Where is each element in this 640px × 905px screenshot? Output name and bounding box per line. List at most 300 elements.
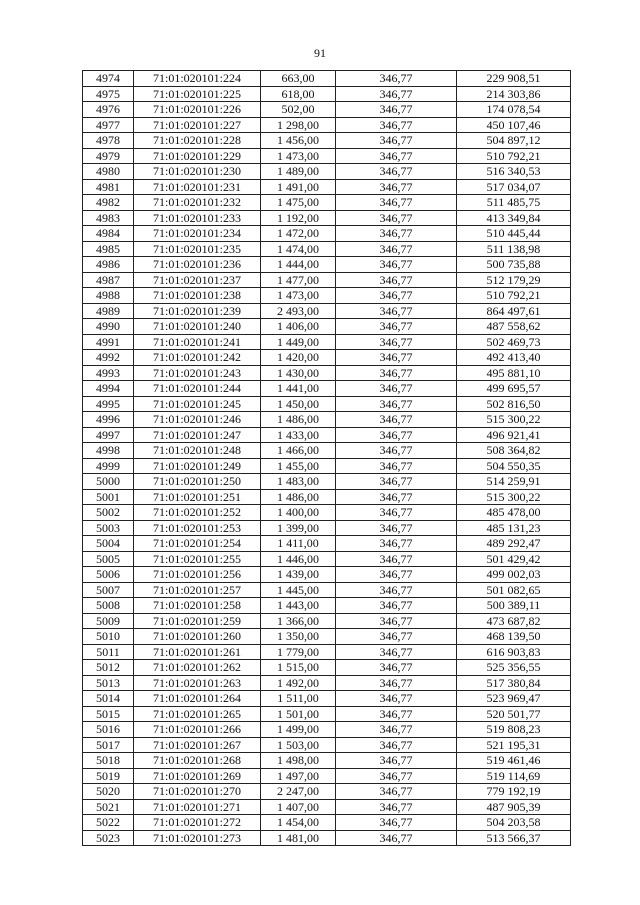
- rate-cell: 346,77: [336, 799, 457, 815]
- table-row: [83, 350, 571, 366]
- row-number-cell: 4980: [83, 164, 134, 180]
- table-row: [83, 257, 571, 273]
- rate-cell: 346,77: [336, 536, 457, 552]
- table-row: [83, 164, 571, 180]
- value-cell: 214 303,86: [457, 86, 571, 102]
- row-number-cell: 4978: [83, 133, 134, 149]
- value-cell: 512 179,29: [457, 272, 571, 288]
- rate-cell: 346,77: [336, 784, 457, 800]
- value-cell: 515 300,22: [457, 489, 571, 505]
- area-cell: 1 499,00: [261, 722, 336, 738]
- row-number-cell: 4996: [83, 412, 134, 428]
- table-row: [83, 520, 571, 536]
- rate-cell: 346,77: [336, 582, 457, 598]
- value-cell: 521 195,31: [457, 737, 571, 753]
- value-cell: 499 002,03: [457, 567, 571, 583]
- table-row: [83, 784, 571, 800]
- table-row: [83, 117, 571, 133]
- area-cell: 1 446,00: [261, 551, 336, 567]
- rate-cell: 346,77: [336, 148, 457, 164]
- rate-cell: 346,77: [336, 133, 457, 149]
- table-row: [83, 675, 571, 691]
- area-cell: 1 491,00: [261, 179, 336, 195]
- cadastral-number-cell: 71:01:020101:233: [134, 210, 261, 226]
- rate-cell: 346,77: [336, 241, 457, 257]
- table-row: [83, 737, 571, 753]
- cadastral-number-cell: 71:01:020101:235: [134, 241, 261, 257]
- rate-cell: 346,77: [336, 706, 457, 722]
- value-cell: 508 364,82: [457, 443, 571, 459]
- area-cell: 1 430,00: [261, 365, 336, 381]
- value-cell: 515 300,22: [457, 412, 571, 428]
- cadastral-number-cell: 71:01:020101:250: [134, 474, 261, 490]
- row-number-cell: 4987: [83, 272, 134, 288]
- row-number-cell: 4982: [83, 195, 134, 211]
- table-row: [83, 319, 571, 335]
- value-cell: 500 389,11: [457, 598, 571, 614]
- area-cell: 1 474,00: [261, 241, 336, 257]
- value-cell: 485 131,23: [457, 520, 571, 536]
- area-cell: 1 455,00: [261, 458, 336, 474]
- rate-cell: 346,77: [336, 303, 457, 319]
- row-number-cell: 4986: [83, 257, 134, 273]
- cadastral-number-cell: 71:01:020101:273: [134, 830, 261, 846]
- cadastral-number-cell: 71:01:020101:242: [134, 350, 261, 366]
- value-cell: 496 921,41: [457, 427, 571, 443]
- value-cell: 511 485,75: [457, 195, 571, 211]
- row-number-cell: 4985: [83, 241, 134, 257]
- row-number-cell: 5023: [83, 830, 134, 846]
- area-cell: 1 489,00: [261, 164, 336, 180]
- area-cell: 1 443,00: [261, 598, 336, 614]
- row-number-cell: 4981: [83, 179, 134, 195]
- rate-cell: 346,77: [336, 567, 457, 583]
- cadastral-number-cell: 71:01:020101:231: [134, 179, 261, 195]
- cadastral-number-cell: 71:01:020101:263: [134, 675, 261, 691]
- rate-cell: 346,77: [336, 226, 457, 242]
- rate-cell: 346,77: [336, 768, 457, 784]
- area-cell: 1 433,00: [261, 427, 336, 443]
- row-number-cell: 4977: [83, 117, 134, 133]
- area-cell: 1 406,00: [261, 319, 336, 335]
- table-row: [83, 768, 571, 784]
- rate-cell: 346,77: [336, 164, 457, 180]
- value-cell: 468 139,50: [457, 629, 571, 645]
- rate-cell: 346,77: [336, 365, 457, 381]
- value-cell: 487 905,39: [457, 799, 571, 815]
- cadastral-number-cell: 71:01:020101:246: [134, 412, 261, 428]
- area-cell: 1 486,00: [261, 489, 336, 505]
- value-cell: 489 292,47: [457, 536, 571, 552]
- rate-cell: 346,77: [336, 505, 457, 521]
- cadastral-number-cell: 71:01:020101:247: [134, 427, 261, 443]
- cadastral-number-cell: 71:01:020101:248: [134, 443, 261, 459]
- cadastral-number-cell: 71:01:020101:230: [134, 164, 261, 180]
- row-number-cell: 5019: [83, 768, 134, 784]
- cadastral-number-cell: 71:01:020101:251: [134, 489, 261, 505]
- table-row: [83, 536, 571, 552]
- value-cell: 520 501,77: [457, 706, 571, 722]
- area-cell: 1 492,00: [261, 675, 336, 691]
- cadastral-number-cell: 71:01:020101:225: [134, 86, 261, 102]
- area-cell: 1 441,00: [261, 381, 336, 397]
- area-cell: 1 486,00: [261, 412, 336, 428]
- table-row: [83, 598, 571, 614]
- value-cell: 501 429,42: [457, 551, 571, 567]
- cadastral-number-cell: 71:01:020101:234: [134, 226, 261, 242]
- cadastral-number-cell: 71:01:020101:239: [134, 303, 261, 319]
- rate-cell: 346,77: [336, 210, 457, 226]
- row-number-cell: 5010: [83, 629, 134, 645]
- value-cell: 495 881,10: [457, 365, 571, 381]
- value-cell: 779 192,19: [457, 784, 571, 800]
- row-number-cell: 4998: [83, 443, 134, 459]
- value-cell: 519 808,23: [457, 722, 571, 738]
- cadastral-number-cell: 71:01:020101:268: [134, 753, 261, 769]
- cadastral-number-cell: 71:01:020101:237: [134, 272, 261, 288]
- area-cell: 1 515,00: [261, 660, 336, 676]
- area-cell: 2 493,00: [261, 303, 336, 319]
- rate-cell: 346,77: [336, 427, 457, 443]
- row-number-cell: 5015: [83, 706, 134, 722]
- area-cell: 1 439,00: [261, 567, 336, 583]
- cadastral-number-cell: 71:01:020101:232: [134, 195, 261, 211]
- table-row: [83, 303, 571, 319]
- table-row: [83, 567, 571, 583]
- row-number-cell: 5000: [83, 474, 134, 490]
- value-cell: 510 445,44: [457, 226, 571, 242]
- rate-cell: 346,77: [336, 815, 457, 831]
- table-row: [83, 241, 571, 257]
- cadastral-number-cell: 71:01:020101:258: [134, 598, 261, 614]
- rate-cell: 346,77: [336, 381, 457, 397]
- table-row: [83, 706, 571, 722]
- area-cell: 1 400,00: [261, 505, 336, 521]
- rate-cell: 346,77: [336, 613, 457, 629]
- rate-cell: 346,77: [336, 722, 457, 738]
- rate-cell: 346,77: [336, 598, 457, 614]
- area-cell: 1 477,00: [261, 272, 336, 288]
- parcel-table: [82, 70, 571, 846]
- row-number-cell: 4999: [83, 458, 134, 474]
- rate-cell: 346,77: [336, 520, 457, 536]
- value-cell: 510 792,21: [457, 288, 571, 304]
- area-cell: 1 473,00: [261, 288, 336, 304]
- rate-cell: 346,77: [336, 489, 457, 505]
- table-row: [83, 195, 571, 211]
- rate-cell: 346,77: [336, 272, 457, 288]
- value-cell: 516 340,53: [457, 164, 571, 180]
- value-cell: 504 203,58: [457, 815, 571, 831]
- table-row: [83, 722, 571, 738]
- value-cell: 519 461,46: [457, 753, 571, 769]
- area-cell: 1 411,00: [261, 536, 336, 552]
- rate-cell: 346,77: [336, 179, 457, 195]
- value-cell: 523 969,47: [457, 691, 571, 707]
- row-number-cell: 4974: [83, 71, 134, 87]
- row-number-cell: 4997: [83, 427, 134, 443]
- cadastral-number-cell: 71:01:020101:272: [134, 815, 261, 831]
- row-number-cell: 4979: [83, 148, 134, 164]
- table-row: [83, 458, 571, 474]
- table-row: [83, 133, 571, 149]
- cadastral-number-cell: 71:01:020101:253: [134, 520, 261, 536]
- value-cell: 450 107,46: [457, 117, 571, 133]
- table-row: [83, 396, 571, 412]
- row-number-cell: 5022: [83, 815, 134, 831]
- rate-cell: 346,77: [336, 691, 457, 707]
- row-number-cell: 4990: [83, 319, 134, 335]
- row-number-cell: 4991: [83, 334, 134, 350]
- row-number-cell: 4988: [83, 288, 134, 304]
- row-number-cell: 4989: [83, 303, 134, 319]
- rate-cell: 346,77: [336, 117, 457, 133]
- cadastral-number-cell: 71:01:020101:255: [134, 551, 261, 567]
- table-row: [83, 799, 571, 815]
- row-number-cell: 4993: [83, 365, 134, 381]
- table-row: [83, 102, 571, 118]
- area-cell: 1 449,00: [261, 334, 336, 350]
- row-number-cell: 4975: [83, 86, 134, 102]
- rate-cell: 346,77: [336, 319, 457, 335]
- rate-cell: 346,77: [336, 660, 457, 676]
- value-cell: 864 497,61: [457, 303, 571, 319]
- row-number-cell: 4994: [83, 381, 134, 397]
- value-cell: 511 138,98: [457, 241, 571, 257]
- rate-cell: 346,77: [336, 737, 457, 753]
- table-row: [83, 179, 571, 195]
- area-cell: 1 192,00: [261, 210, 336, 226]
- area-cell: 618,00: [261, 86, 336, 102]
- rate-cell: 346,77: [336, 396, 457, 412]
- area-cell: 1 399,00: [261, 520, 336, 536]
- row-number-cell: 5018: [83, 753, 134, 769]
- area-cell: 1 466,00: [261, 443, 336, 459]
- value-cell: 525 356,55: [457, 660, 571, 676]
- cadastral-number-cell: 71:01:020101:254: [134, 536, 261, 552]
- cadastral-number-cell: 71:01:020101:271: [134, 799, 261, 815]
- row-number-cell: 5002: [83, 505, 134, 521]
- area-cell: 1 420,00: [261, 350, 336, 366]
- area-cell: 1 350,00: [261, 629, 336, 645]
- rate-cell: 346,77: [336, 830, 457, 846]
- area-cell: 502,00: [261, 102, 336, 118]
- value-cell: 487 558,62: [457, 319, 571, 335]
- area-cell: 1 454,00: [261, 815, 336, 831]
- row-number-cell: 5009: [83, 613, 134, 629]
- value-cell: 473 687,82: [457, 613, 571, 629]
- area-cell: 1 450,00: [261, 396, 336, 412]
- cadastral-number-cell: 71:01:020101:226: [134, 102, 261, 118]
- cadastral-number-cell: 71:01:020101:265: [134, 706, 261, 722]
- area-cell: 1 407,00: [261, 799, 336, 815]
- row-number-cell: 5008: [83, 598, 134, 614]
- rate-cell: 346,77: [336, 753, 457, 769]
- value-cell: 514 259,91: [457, 474, 571, 490]
- row-number-cell: 5020: [83, 784, 134, 800]
- area-cell: 1 475,00: [261, 195, 336, 211]
- rate-cell: 346,77: [336, 458, 457, 474]
- table-row: [83, 489, 571, 505]
- table-row: [83, 582, 571, 598]
- cadastral-number-cell: 71:01:020101:227: [134, 117, 261, 133]
- area-cell: 1 445,00: [261, 582, 336, 598]
- row-number-cell: 5004: [83, 536, 134, 552]
- table-row: [83, 505, 571, 521]
- rate-cell: 346,77: [336, 350, 457, 366]
- area-cell: 663,00: [261, 71, 336, 87]
- rate-cell: 346,77: [336, 629, 457, 645]
- table-row: [83, 474, 571, 490]
- row-number-cell: 5016: [83, 722, 134, 738]
- area-cell: 1 366,00: [261, 613, 336, 629]
- table-row: [83, 815, 571, 831]
- table-row: [83, 427, 571, 443]
- area-cell: 1 298,00: [261, 117, 336, 133]
- value-cell: 499 695,57: [457, 381, 571, 397]
- value-cell: 485 478,00: [457, 505, 571, 521]
- row-number-cell: 5006: [83, 567, 134, 583]
- cadastral-number-cell: 71:01:020101:266: [134, 722, 261, 738]
- row-number-cell: 5003: [83, 520, 134, 536]
- area-cell: 1 481,00: [261, 830, 336, 846]
- cadastral-number-cell: 71:01:020101:243: [134, 365, 261, 381]
- table-row: [83, 210, 571, 226]
- cadastral-number-cell: 71:01:020101:249: [134, 458, 261, 474]
- area-cell: 1 779,00: [261, 644, 336, 660]
- cadastral-number-cell: 71:01:020101:259: [134, 613, 261, 629]
- row-number-cell: 5011: [83, 644, 134, 660]
- value-cell: 517 034,07: [457, 179, 571, 195]
- cadastral-number-cell: 71:01:020101:229: [134, 148, 261, 164]
- area-cell: 1 498,00: [261, 753, 336, 769]
- cadastral-number-cell: 71:01:020101:261: [134, 644, 261, 660]
- row-number-cell: 5001: [83, 489, 134, 505]
- cadastral-number-cell: 71:01:020101:245: [134, 396, 261, 412]
- cadastral-number-cell: 71:01:020101:228: [134, 133, 261, 149]
- table-row: [83, 613, 571, 629]
- value-cell: 513 566,37: [457, 830, 571, 846]
- table-row: [83, 644, 571, 660]
- value-cell: 616 903,83: [457, 644, 571, 660]
- table-row: [83, 753, 571, 769]
- cadastral-number-cell: 71:01:020101:240: [134, 319, 261, 335]
- rate-cell: 346,77: [336, 443, 457, 459]
- value-cell: 229 908,51: [457, 71, 571, 87]
- cadastral-number-cell: 71:01:020101:260: [134, 629, 261, 645]
- rate-cell: 346,77: [336, 102, 457, 118]
- row-number-cell: 5013: [83, 675, 134, 691]
- area-cell: 1 473,00: [261, 148, 336, 164]
- cadastral-number-cell: 71:01:020101:252: [134, 505, 261, 521]
- table-row: [83, 86, 571, 102]
- value-cell: 501 082,65: [457, 582, 571, 598]
- cadastral-number-cell: 71:01:020101:267: [134, 737, 261, 753]
- rate-cell: 346,77: [336, 675, 457, 691]
- area-cell: 1 456,00: [261, 133, 336, 149]
- value-cell: 502 816,50: [457, 396, 571, 412]
- row-number-cell: 4984: [83, 226, 134, 242]
- value-cell: 500 735,88: [457, 257, 571, 273]
- area-cell: 1 497,00: [261, 768, 336, 784]
- rate-cell: 346,77: [336, 474, 457, 490]
- cadastral-number-cell: 71:01:020101:238: [134, 288, 261, 304]
- row-number-cell: 4995: [83, 396, 134, 412]
- rate-cell: 346,77: [336, 334, 457, 350]
- table-body: [83, 71, 571, 846]
- value-cell: 504 897,12: [457, 133, 571, 149]
- table-row: [83, 334, 571, 350]
- row-number-cell: 5014: [83, 691, 134, 707]
- area-cell: 2 247,00: [261, 784, 336, 800]
- cadastral-number-cell: 71:01:020101:270: [134, 784, 261, 800]
- cadastral-number-cell: 71:01:020101:244: [134, 381, 261, 397]
- value-cell: 502 469,73: [457, 334, 571, 350]
- rate-cell: 346,77: [336, 644, 457, 660]
- value-cell: 504 550,35: [457, 458, 571, 474]
- area-cell: 1 472,00: [261, 226, 336, 242]
- table-row: [83, 288, 571, 304]
- area-cell: 1 501,00: [261, 706, 336, 722]
- table-row: [83, 71, 571, 87]
- value-cell: 517 380,84: [457, 675, 571, 691]
- row-number-cell: 4976: [83, 102, 134, 118]
- table-row: [83, 412, 571, 428]
- row-number-cell: 4983: [83, 210, 134, 226]
- row-number-cell: 5005: [83, 551, 134, 567]
- table-row: [83, 629, 571, 645]
- cadastral-number-cell: 71:01:020101:236: [134, 257, 261, 273]
- row-number-cell: 5007: [83, 582, 134, 598]
- page-number: 91: [314, 46, 326, 60]
- table-row: [83, 365, 571, 381]
- row-number-cell: 4992: [83, 350, 134, 366]
- cadastral-number-cell: 71:01:020101:241: [134, 334, 261, 350]
- rate-cell: 346,77: [336, 257, 457, 273]
- table-row: [83, 272, 571, 288]
- table-row: [83, 551, 571, 567]
- cadastral-number-cell: 71:01:020101:224: [134, 71, 261, 87]
- cadastral-number-cell: 71:01:020101:262: [134, 660, 261, 676]
- row-number-cell: 5017: [83, 737, 134, 753]
- row-number-cell: 5021: [83, 799, 134, 815]
- table-row: [83, 381, 571, 397]
- value-cell: 413 349,84: [457, 210, 571, 226]
- table-row: [83, 691, 571, 707]
- area-cell: 1 444,00: [261, 257, 336, 273]
- table-row: [83, 660, 571, 676]
- table-row: [83, 830, 571, 846]
- cadastral-number-cell: 71:01:020101:264: [134, 691, 261, 707]
- area-cell: 1 503,00: [261, 737, 336, 753]
- value-cell: 510 792,21: [457, 148, 571, 164]
- area-cell: 1 511,00: [261, 691, 336, 707]
- rate-cell: 346,77: [336, 288, 457, 304]
- rate-cell: 346,77: [336, 412, 457, 428]
- table-row: [83, 148, 571, 164]
- rate-cell: 346,77: [336, 551, 457, 567]
- rate-cell: 346,77: [336, 195, 457, 211]
- cadastral-number-cell: 71:01:020101:256: [134, 567, 261, 583]
- table-row: [83, 443, 571, 459]
- value-cell: 492 413,40: [457, 350, 571, 366]
- value-cell: 519 114,69: [457, 768, 571, 784]
- row-number-cell: 5012: [83, 660, 134, 676]
- rate-cell: 346,77: [336, 71, 457, 87]
- value-cell: 174 078,54: [457, 102, 571, 118]
- cadastral-number-cell: 71:01:020101:269: [134, 768, 261, 784]
- table-row: [83, 226, 571, 242]
